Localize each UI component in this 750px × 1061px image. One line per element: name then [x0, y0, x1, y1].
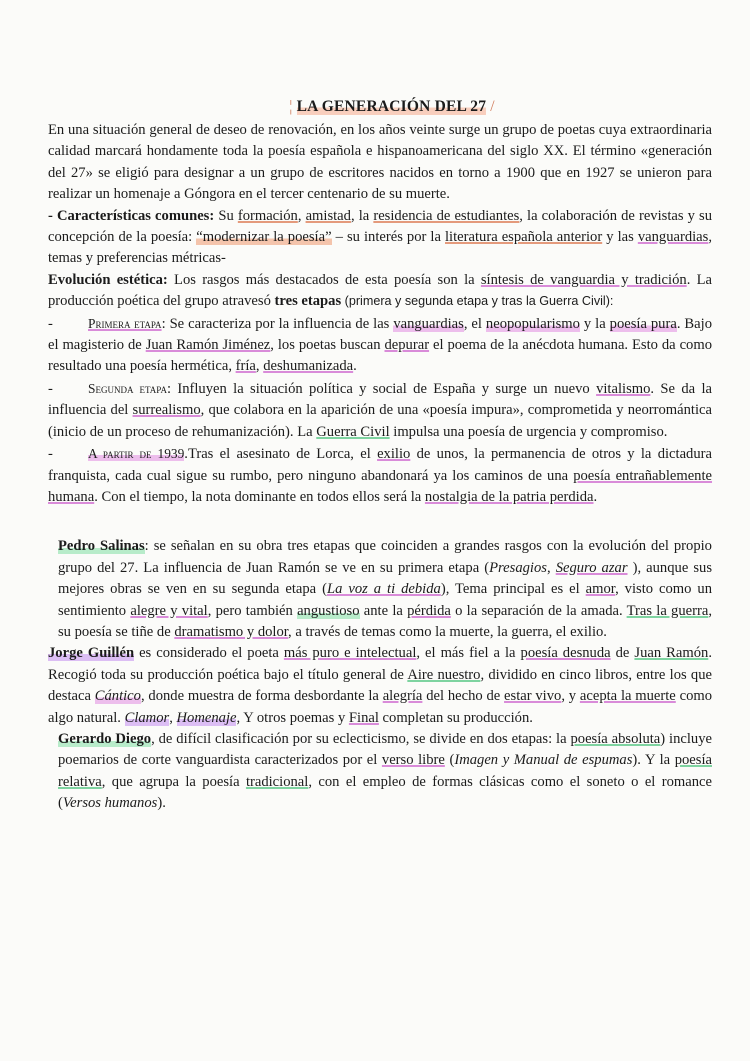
- guillen-paragraph: Jorge Guillén es considerado el poeta más puro e intelectual, el más fiel a la poesía desnuda de Juan Ramón. Recogió toda su producción poética bajo el título general de Aire nuestro, dividido en cinco libros, entre los que destaca Cántico, donde muestra de forma desbordante la alegría del hecho de estar vivo, y acepta la muerte como algo natural. Clamor, Homenaje, Y otros poemas y Final completan su producción.: [48, 645, 713, 726]
- section-gap: [48, 508, 712, 536]
- highlight-mark: ¦: [289, 98, 293, 115]
- etapa-segunda: - Segunda etapa: Influyen la situación política y social de España y surge un nuevo vitalismo. Se da la influencia del surrealismo, que colabora en la aparición de una «poesía impura», comprometida y neorromántica (inicio de un proceso de rehumanización). La Guerra Civil impulsa una poesía de urgencia y compromiso.: [48, 380, 712, 440]
- diego-paragraph: Gerardo Diego, de difícil clasificación por su eclecticismo, se divide en dos etapas: la poesía absoluta) incluye poemarios de corte vanguardista caracterizados por el verso libre (Imagen y Manual de espumas). Y la poesía relativa, que agrupa la poesía tradicional, con el empleo de formas clásicas como el soneto o el romance (Versos humanos).: [58, 730, 712, 812]
- caracteristicas-label: - Características comunes:: [48, 207, 215, 224]
- evolucion-label: Evolución estética:: [48, 271, 168, 288]
- author-name: Jorge Guillén: [48, 645, 135, 662]
- salinas-paragraph: Pedro Salinas: se señalan en su obra tres etapas que coinciden a grandes rasgos con la evolución del propio grupo del 27. La influencia de Juan Ramón se ve en su primera etapa (Presagios, Seguro azar ), aunque sus mejores obras se ven en su segunda etapa (La voz a ti debida), Tema principal es el amor, visto como un sentimiento alegre y vital, pero también angustioso ante la pérdida o la separación de la amada. Tras la guerra, su poesía se tiñe de dramatismo y dolor, a través de temas como la muerte, la guerra, el exilio.: [58, 538, 713, 640]
- author-name: Pedro Salinas: [58, 538, 145, 555]
- etapa-primera: - Primera etapa: Se caracteriza por la influencia de las vanguardias, el neopopularismo y la poesía pura. Bajo el magisterio de Juan Ramón Jiménez, los poetas buscan depurar el poema de la anécdota humana. Esto da como resultado una poesía hermética, fría, deshumanizada.: [48, 315, 712, 375]
- author-name: Gerardo Diego: [58, 730, 152, 747]
- intro-paragraph: En una situación general de deseo de renovación, en los años veinte surge un grupo de poetas cuya extraordinaria calidad marcará hondamente toda la poesía española e hispanoamericana del siglo XX. El término «generación del 27» se eligió para designar a un grupo de escritores nacidos en torno a 1900 que en 1927 se unieron para realizar un homenaje a Góngora en el tercer centenario de su muerte.: [48, 122, 712, 203]
- highlight-mark: /: [490, 98, 495, 115]
- evolucion-paragraph: Evolución estética: Los rasgos más destacados de esta poesía son la síntesis de vanguardia y tradición. La producción poética del grupo atravesó tres etapas (primera y segunda etapa y tras la Guerra Civil):: [48, 271, 712, 310]
- etapa-tercera: - A partir de 1939.Tras el asesinato de Lorca, el exilio de unos, la permanencia de otros y la dictadura franquista, cada cual sigue su rumbo, pero ninguno abandonará ya los caminos de una poesía entrañablemente humana. Con el tiempo, la nota dominante en todos ellos será la nostalgia de la patria perdida.: [48, 446, 713, 505]
- caracteristicas-paragraph: - Características comunes: Su formación, amistad, la residencia de estudiantes, la colaboración de revistas y su concepción de la poesía: “modernizar la poesía” – su interés por la literatura española anterior y las vanguardias, temas y preferencias métricas-: [48, 207, 713, 267]
- page-title: ¦ LA GENERACIÓN DEL 27 /: [289, 98, 495, 115]
